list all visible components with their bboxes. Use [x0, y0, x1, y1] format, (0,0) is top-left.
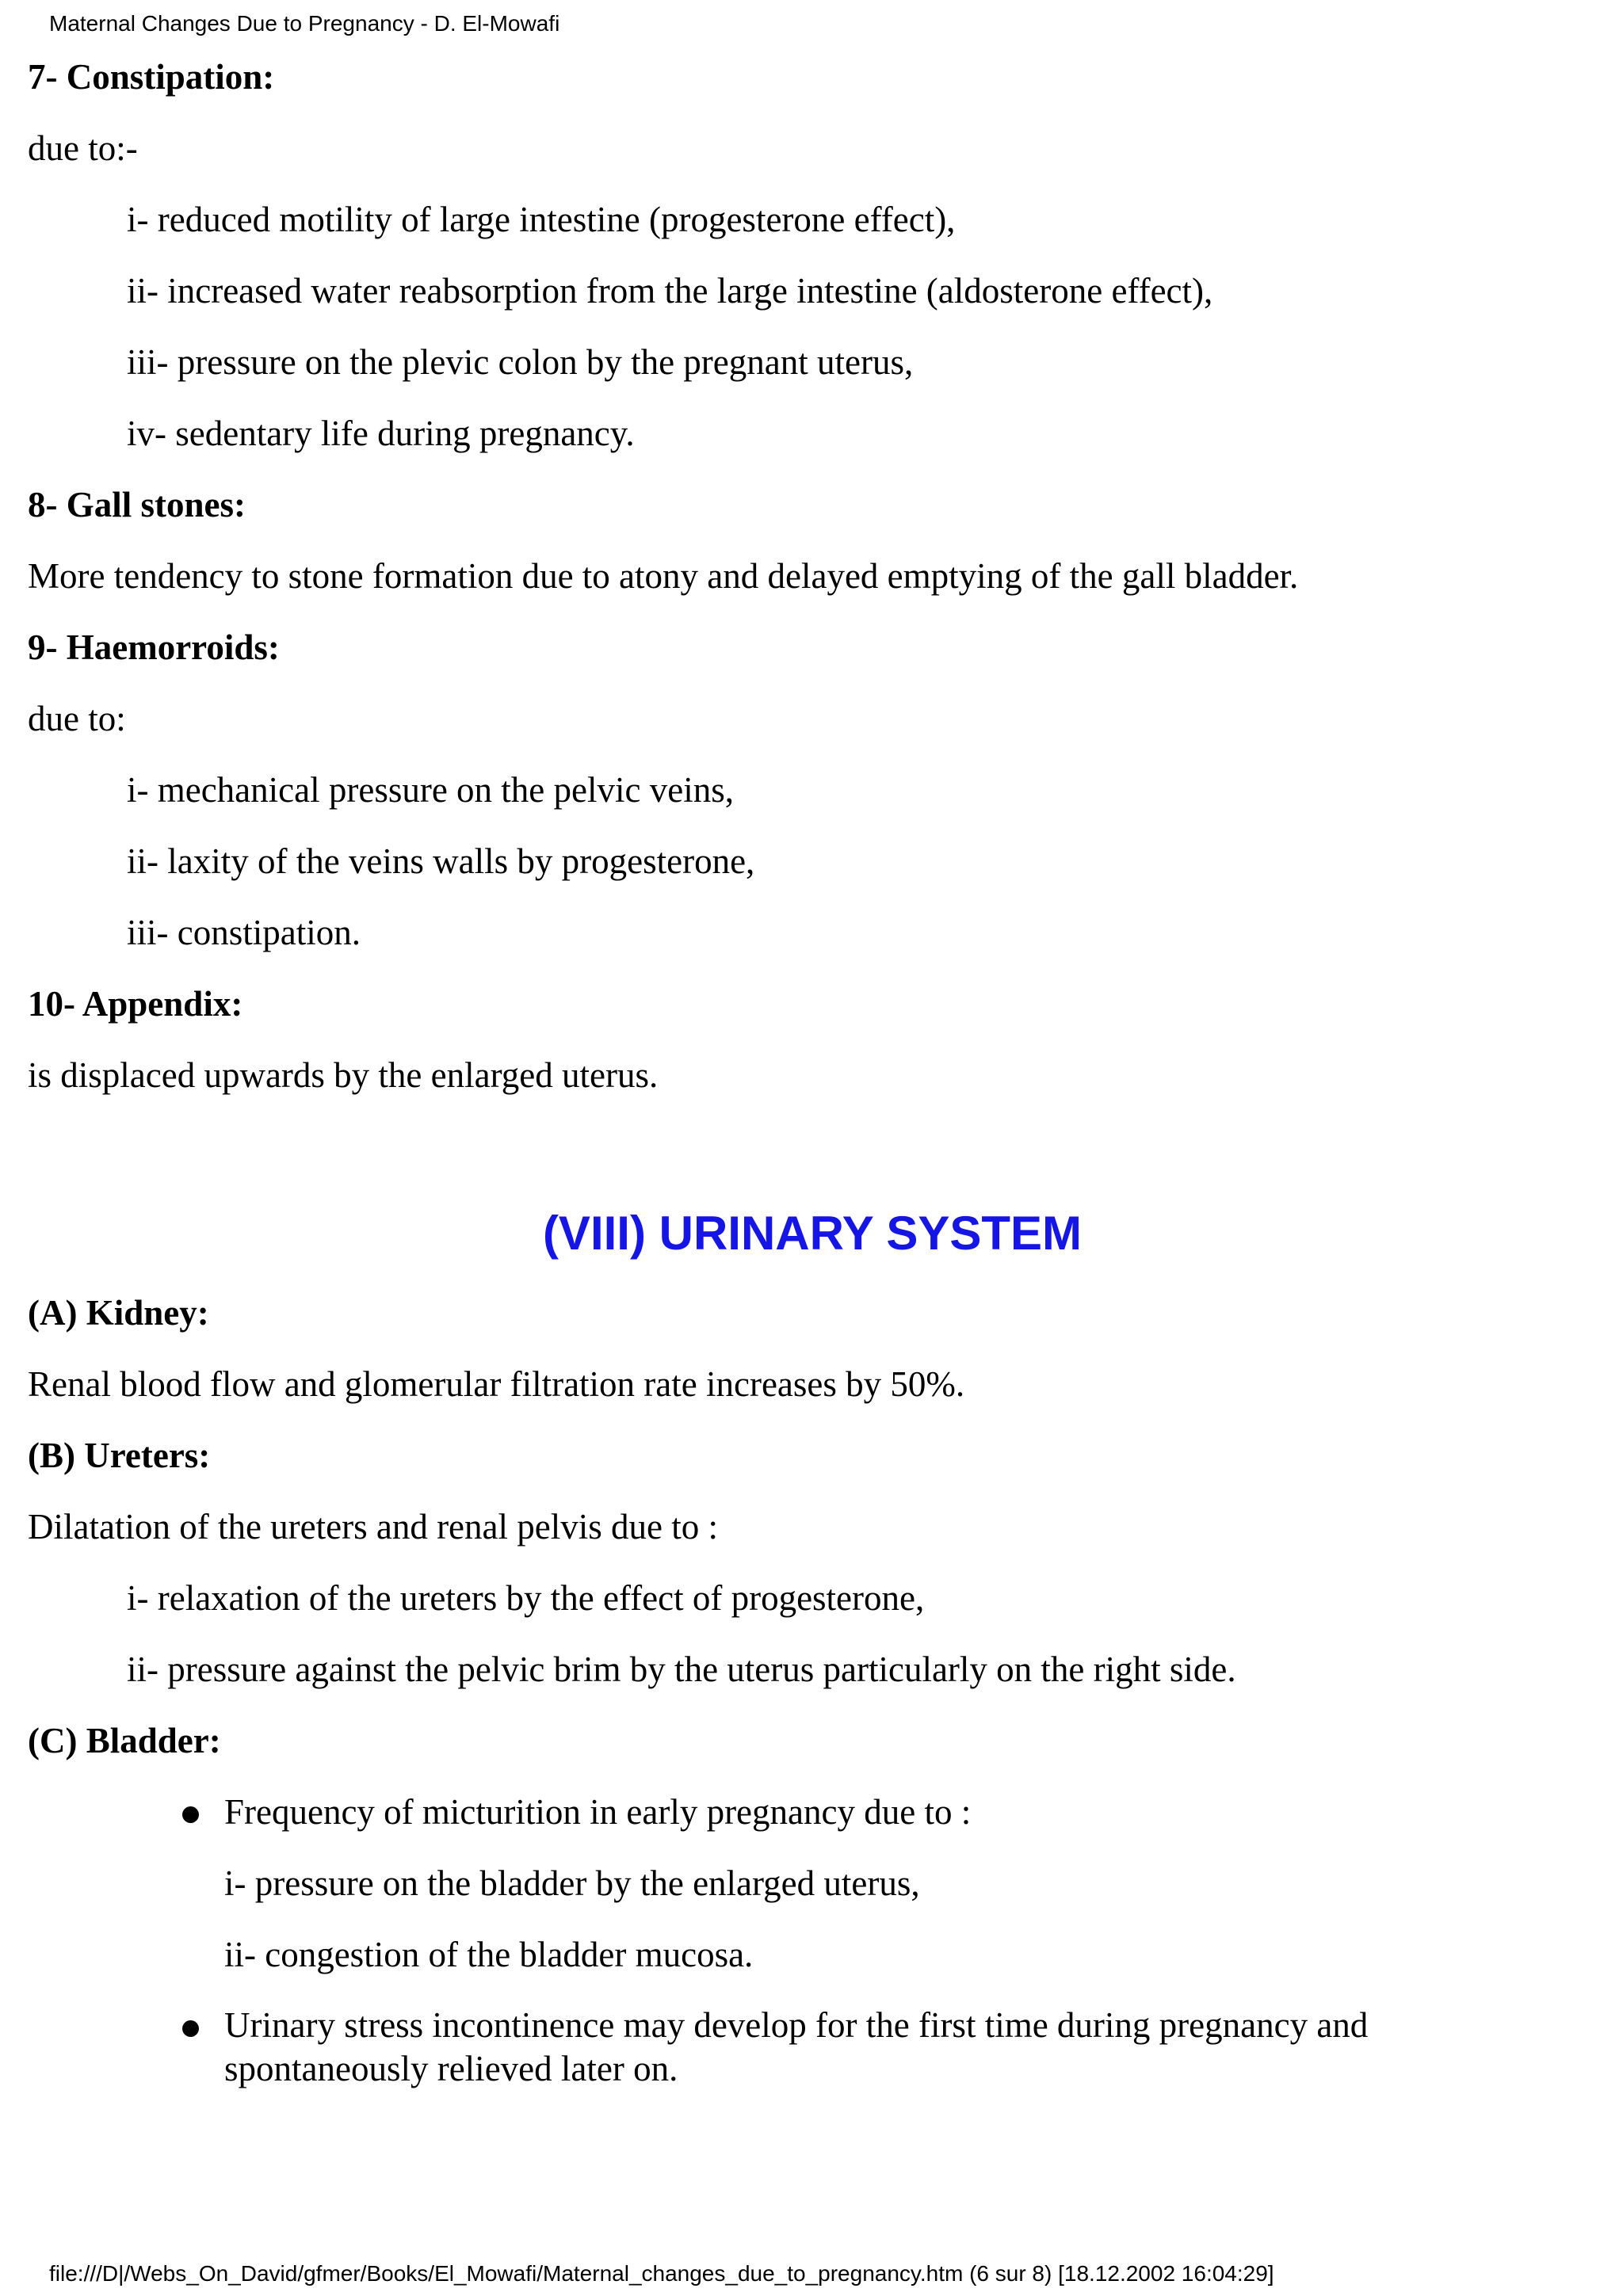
haemorroids-item: iii- constipation. [127, 913, 361, 952]
haemorroids-item: i- mechanical pressure on the pelvic veins, [127, 770, 734, 810]
ureters-intro: Dilatation of the ureters and renal pelvis due to : [28, 1507, 718, 1547]
gall-stones-text: More tendency to stone formation due to atony and delayed emptying of the gall bladder. [28, 556, 1299, 596]
constipation-item: iv- sedentary life during pregnancy. [127, 414, 635, 453]
ureters-item: ii- pressure against the pelvic brim by the uterus particularly on the right side. [127, 1650, 1236, 1689]
haemorroids-heading: 9- Haemorroids: [28, 627, 280, 667]
gall-stones-heading: 8- Gall stones: [28, 485, 246, 524]
bullet-icon [182, 1806, 199, 1823]
document-body [28, 49, 1597, 2091]
kidney-text: Renal blood flow and glomerular filtration rate increases by 50%. [28, 1364, 965, 1404]
constipation-item: iii- pressure on the plevic colon by the pregnant uterus, [127, 342, 914, 382]
kidney-heading: (A) Kidney: [28, 1293, 209, 1333]
page-header-title: Maternal Changes Due to Pregnancy - D. El-Mowafi [49, 11, 560, 36]
bladder-bullet-text: Frequency of micturition in early pregnancy due to : [224, 1792, 972, 1832]
bladder-sub-item: ii- congestion of the bladder mucosa. [224, 1935, 754, 1974]
haemorroids-intro: due to: [28, 699, 126, 738]
bladder-bullet-list [28, 1784, 1597, 2091]
bladder-sub-item: i- pressure on the bladder by the enlarged uterus, [224, 1863, 920, 1903]
bladder-bullet-item [28, 1998, 1597, 2091]
appendix-heading: 10- Appendix: [28, 984, 243, 1024]
bullet-icon [182, 2020, 199, 2037]
bladder-bullet-item [28, 1784, 1597, 1998]
ureters-item: i- relaxation of the ureters by the effect of progesterone, [127, 1578, 925, 1618]
urinary-system-title: (VIII) URINARY SYSTEM [542, 1207, 1083, 1260]
section-spacer [28, 1119, 1597, 1198]
page-footer-url: file:///D|/Webs_On_David/gfmer/Books/El_Mowafi/Maternal_changes_due_to_pregnancy.htm (6 sur 8) [18.12.2002 16:04:29] [49, 2261, 1274, 2286]
constipation-item: i- reduced motility of large intestine (progesterone effect), [127, 200, 956, 239]
haemorroids-item: ii- laxity of the veins walls by progesterone, [127, 841, 755, 881]
ureters-heading: (B) Ureters: [28, 1436, 211, 1475]
bladder-bullet-text: Urinary stress incontinence may develop for the first time during pregnancy and spontaneously relieved later on. [224, 2005, 1369, 2088]
bladder-heading: (C) Bladder: [28, 1721, 221, 1760]
appendix-text: is displaced upwards by the enlarged uterus. [28, 1055, 659, 1095]
constipation-item: ii- increased water reabsorption from the large intestine (aldosterone effect), [127, 271, 1213, 311]
constipation-intro: due to:- [28, 128, 138, 168]
constipation-heading: 7- Constipation: [28, 57, 275, 97]
